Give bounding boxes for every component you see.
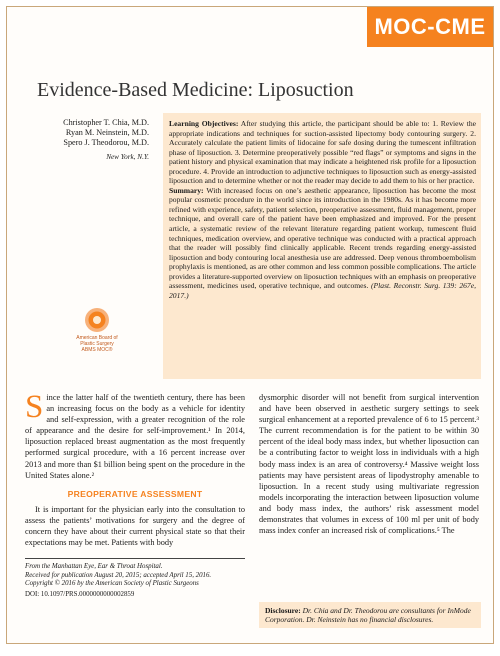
objectives-label: Learning Objectives: [169,119,239,128]
seal-line: ABMS MOC® [81,347,113,353]
intro-paragraph: ince the latter half of the twentieth century, there has been an increasing focus on the body as a vehicle for identity and self-expression, with a greater recognition of the role of appearance and the desire for self-improvement.¹ In 2014, liposuction replaced breast augmentation as the most frequently performed surgical procedure, with a 16 percent increase over 2013 and more than $1 billion being spent on the procedure in the United States alone.² [25,393,245,480]
summary-label: Summary: [169,185,204,195]
abms-seal-icon [84,307,110,333]
doi: DOI: 10.1097/PRS.0000000000002859 [25,591,135,598]
author-block [27,118,149,162]
summary-text: With increased focus on one’s aesthetic appearance, liposuction has become the most popular cosmetic procedure in the world since its introduction in the 1980s. As it has become more refined with experience, safety, patient selection, preoperative assessment, fluid management, proper technique, and overall care of the patient have been emphasized and improved. For the present article, a systematic review of the relevant literature regarding patient workup, tumescent fluid techniques, medication overview, and operative technique was conducted with a practical approach that the reader will possibly find clinically applicable. Recent trends regarding energy-assisted liposuction and body contouring local anesthesia use are addressed. Deep venous thromboembolism prophylaxis is mentioned, as are other common and less common possible complications. The article provides a literature-supported overview on liposuction techniques with an emphasis on preoperative assessment, medicines used, operative technique, and outcomes. [169,185,476,291]
seal-line: Plastic Surgery [80,341,114,347]
body-paragraph: It is important for the physician early into the consultation to assess the patients’ motivations for surgery and the degree of concern they have about their current physical state so that their expectations may be met. Patients with body [25,504,245,548]
drop-cap: S [25,389,44,425]
section-heading: PREOPERATIVE ASSESSMENT [67,488,203,499]
footnote-divider [25,558,245,559]
body-paragraph: dysmorphic disorder will not benefit from surgical intervention and have been observed in aesthetic surgery settings to seek surgical enhancement at a reported prevalence of 6 to 15 percent.³ The current recommendation is for the patient to be within 30 percent of the ideal body mass index, but whether liposuction can be a contributing factor to weight loss in individuals with a high body mass index is an area of controversy.⁴ Massive weight loss patients may have persistent areas of lipodystrophy amenable to liposuction. In a recent study using multivariate regression models incorporating the interaction between liposuction volume and body mass index, the authors’ risk assessment model demonstrates that volumes in excess of 100 ml per unit of body mass index confer an increased risk of complications.⁵ The [259,393,479,536]
disclosure-text: Dr. Chia and Dr. Theodorou are consultants for InMode Corporation. Dr. Neinstein has no financial disclosures. [265,606,471,625]
abstract-box [163,113,481,379]
seal-line: American Board of [76,335,118,341]
abms-seal [69,307,125,353]
moc-cme-badge: MOC-CME [367,7,493,47]
author-name: Christopher T. Chia, M.D. [63,118,149,127]
citation: (Plast. Reconstr. Surg. 139: 267e, 2017.) [169,281,476,300]
author-name: Spero J. Theodorou, M.D. [63,138,149,148]
objectives-text: After studying this article, the participant should be able to: 1. Review the appropriate indications and techniques for suction-assisted lipectomy body contouring surgery. 2. Accurately calculate the patient limits of lidocaine for safe dosing during the tumescent infiltration phase of liposuction. 3. Determine preoperatively possible “red flags” or symptoms and signs in the patient history and physical examination that may indicate a heightened risk profile for a liposuction procedure. 4. Provide an introduction to adjunctive techniques to liposuction such as energy-assisted liposuction and to determine whether or not the reader may decide to add them to his or her practice. [169,119,477,186]
footnote-received: Received for publication August 20, 2015; accepted April 15, 2016. [25,571,212,579]
disclosure-box [259,602,481,628]
footnote [25,563,245,589]
disclosure-label: Disclosure: [265,606,301,615]
article-title: Evidence-Based Medicine: Liposuction [37,79,354,101]
footnote-copyright: Copyright © 2016 by the American Society of Plastic Surgeons [25,580,199,588]
footnote-from: From the Manhattan Eye, Ear & Throat Hospital. [25,563,163,571]
author-affiliation: New York, N.Y. [106,152,149,161]
author-name: Ryan M. Neinstein, M.D. [65,128,149,138]
journal-page [6,6,494,644]
right-column [259,392,479,536]
left-column [25,389,245,600]
